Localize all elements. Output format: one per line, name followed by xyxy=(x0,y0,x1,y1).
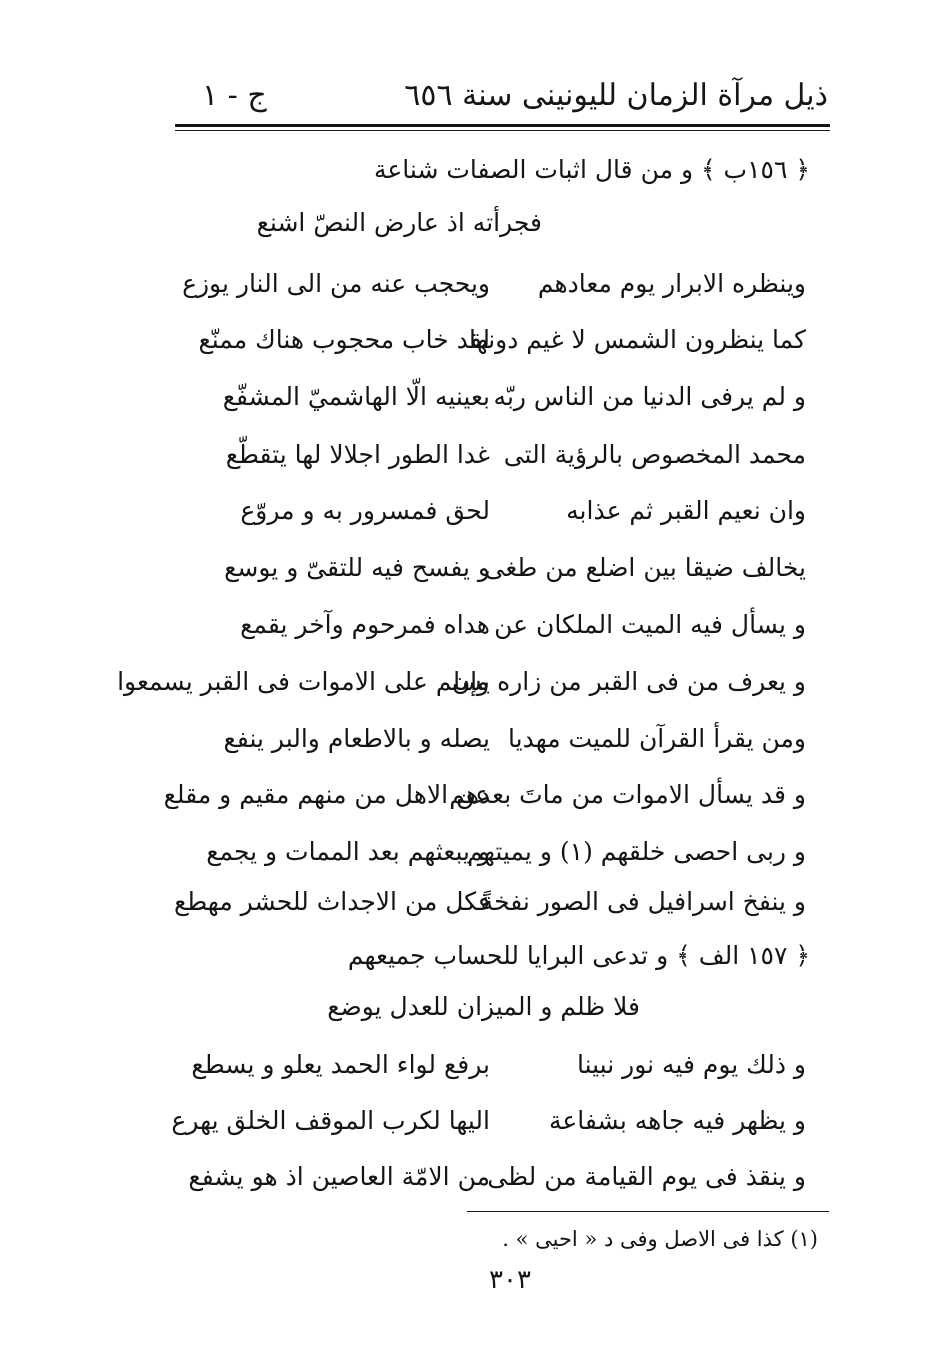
first-hemistich: محمد المخصوص بالرؤية التى xyxy=(503,440,806,469)
first-hemistich: يخالف ضيقا بين اضلع من طغى xyxy=(484,553,806,582)
verse-line xyxy=(200,830,806,874)
second-hemistich: و يفسح فيه للتقىّ و يوسع xyxy=(224,553,490,582)
first-hemistich: كما ينظرون الشمس لا غيم دونها xyxy=(469,325,806,354)
second-hemistich: لحق فمسرور به و مروّع xyxy=(240,496,490,525)
page-number: ٣٠٣ xyxy=(489,1265,531,1295)
verse-line xyxy=(200,318,806,362)
second-hemistich: فكل من الاجداث للحشر مهطع xyxy=(173,887,490,916)
first-hemistich: و ذلك يوم فيه نور نبينا xyxy=(576,1050,806,1079)
verse-line xyxy=(191,1043,806,1087)
first-hemistich: و قد يسأل الاموات من ماتَ بعدهم xyxy=(449,780,806,809)
verse-line xyxy=(200,489,806,533)
first-hemistich: و لم يرفى الدنيا من الناس ربّه xyxy=(493,382,806,411)
first-hemistich: و ربى احصى خلقهم (١) و يميتهم xyxy=(467,837,806,866)
single-hemistich: فجرأته اذ عارض النصّ اشنع xyxy=(256,208,542,237)
footnote-rule xyxy=(467,1211,829,1212)
verse-line xyxy=(200,717,806,761)
second-hemistich: اليها لكرب الموقف الخلق يهرع xyxy=(171,1106,490,1135)
first-hemistich: و ينقذ فى يوم القيامة من لظى xyxy=(487,1162,806,1191)
second-hemistich: ويحجب عنه من الى النار يوزع xyxy=(182,269,490,298)
verse-line xyxy=(188,1155,806,1199)
first-hemistich: و يظهر فيه جاهه بشفاعة xyxy=(548,1106,806,1135)
second-hemistich: يسلم على الاموات فى القبر يسمعوا xyxy=(117,667,490,696)
folio-marker-line: ﴿ ١٥٧ الف ﴾ و تدعى البرايا للحساب جميعهم xyxy=(347,941,810,970)
verse-line xyxy=(200,433,806,477)
first-hemistich: و يسأل فيه الميت الملكان عن xyxy=(494,610,806,639)
single-hemistich: فلا ظلم و الميزان للعدل يوضع xyxy=(327,992,640,1021)
volume-label: ج - ١ xyxy=(202,78,267,113)
verse-line xyxy=(163,773,806,817)
running-header xyxy=(180,74,828,122)
second-hemistich: بعينيه الّا الهاشميّ المشفّع xyxy=(222,382,490,411)
first-hemistich: وينظره الابرار يوم معادهم xyxy=(537,269,806,298)
verse-line xyxy=(200,603,806,647)
first-hemistich: ومن يقرأ القرآن للميت مهديا xyxy=(508,724,806,753)
second-hemistich: برفع لواء الحمد يعلو و يسطع xyxy=(191,1050,490,1079)
second-hemistich: غدا الطور اجلالا لها يتقطّع xyxy=(225,440,490,469)
second-hemistich: و يبعثهم بعد الممات و يجمع xyxy=(206,837,490,866)
second-hemistich: يصله و بالاطعام والبر ينفع xyxy=(223,724,490,753)
header-title: ذيل مرآة الزمان لليونينى سنة ٦٥٦ xyxy=(404,78,828,113)
header-rule-thick xyxy=(175,124,830,127)
first-hemistich: و ينفخ اسرافيل فى الصور نفخةً xyxy=(480,887,806,916)
verse-line xyxy=(200,375,806,419)
verse-line xyxy=(173,880,806,924)
second-hemistich: من الامّة العاصين اذ هو يشفع xyxy=(188,1162,490,1191)
second-hemistich: لقد خاب محجوب هناك ممنّع xyxy=(198,325,490,354)
header-rule-thin xyxy=(175,130,830,131)
verse-line xyxy=(171,1099,806,1143)
second-hemistich: هداه فمرحوم وآخر يقمع xyxy=(240,610,490,639)
verse-line xyxy=(200,546,806,590)
second-hemistich: عن الاهل من منهم مقيم و مقلع xyxy=(163,780,490,809)
verse-line xyxy=(117,660,806,704)
verse-line xyxy=(182,262,806,306)
folio-marker-line: ﴿ ١٥٦ب ﴾ و من قال اثبات الصفات شناعة xyxy=(373,155,810,184)
first-hemistich: و يعرف من فى القبر من زاره وإن xyxy=(451,667,806,696)
footnote: (١) كذا فى الاصل وفى د « احيى » . xyxy=(502,1227,818,1251)
first-hemistich: وان نعيم القبر ثم عذابه xyxy=(566,496,806,525)
